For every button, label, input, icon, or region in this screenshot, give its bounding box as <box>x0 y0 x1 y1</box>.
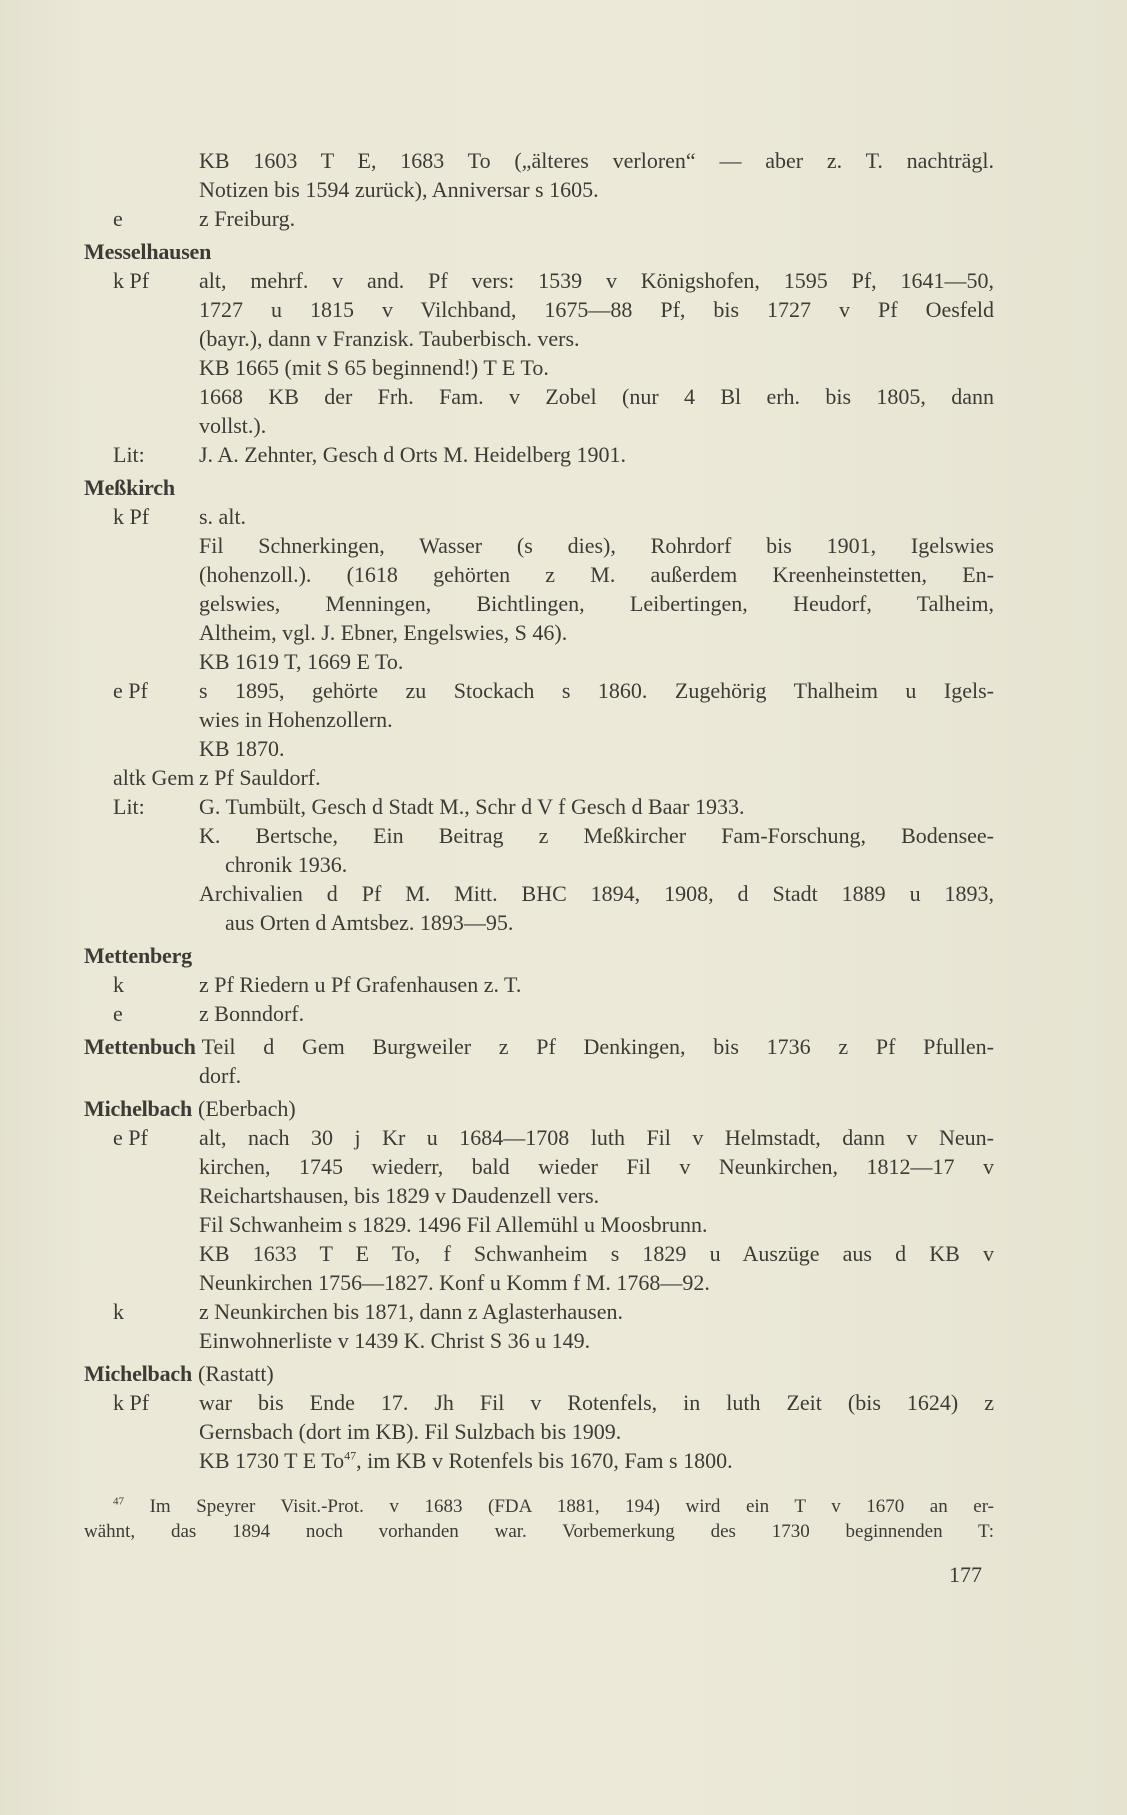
entry-text-part: KB 1730 T E To <box>199 1448 345 1473</box>
entry-label: e <box>113 1001 123 1026</box>
entry-label: e <box>113 206 123 231</box>
entry-text <box>199 295 994 324</box>
entry-text <box>199 1326 994 1355</box>
entry-text-part: dorf. <box>199 1063 242 1088</box>
entry-line <box>84 502 994 531</box>
entry-line <box>84 1152 994 1181</box>
entry-text <box>199 502 994 531</box>
entry-line <box>84 1210 994 1239</box>
entry-line <box>84 324 994 353</box>
entry-label: k <box>113 972 124 997</box>
entry-line <box>84 1297 994 1326</box>
entry-text <box>199 879 994 908</box>
entry-text <box>225 850 994 879</box>
entry-text <box>199 146 994 175</box>
place-name: Messelhausen <box>84 239 212 264</box>
entry-text-part: Gernsbach (dort im KB). Fil Sulzbach bis 1909. <box>199 1419 622 1444</box>
entry-text <box>199 1297 994 1326</box>
entry-text <box>199 440 994 469</box>
entry-line <box>84 734 994 763</box>
entry-text-part: KB 1619 T, 1669 E To. <box>199 649 404 674</box>
entry-text <box>199 821 994 850</box>
entry-text-part: chronik 1936. <box>225 852 348 877</box>
entry-text <box>199 1123 994 1152</box>
place-name: Michelbach <box>84 1361 192 1386</box>
entry-text <box>199 999 994 1028</box>
entry-text <box>199 1268 994 1297</box>
entry-line <box>84 792 994 821</box>
entry-text-part: Archivalien d Pf M. Mitt. BHC 1894, 1908, d Stadt 1889 u 1893, <box>199 881 994 906</box>
place-note: (Eberbach) <box>198 1096 296 1121</box>
entry-text-part: KB 1603 T E, 1683 To („älteres verloren“ — aber z. T. nachträgl. <box>199 148 994 173</box>
entry-line <box>84 1417 994 1446</box>
entry-line <box>84 146 994 175</box>
entry-text <box>199 531 994 560</box>
entry-line <box>84 175 994 204</box>
entry-line <box>84 647 994 676</box>
entry-text-part: gelswies, Menningen, Bichtlingen, Leibertingen, Heudorf, Talheim, <box>199 591 994 616</box>
entry-text-part: J. A. Zehnter, Gesch d Orts M. Heidelberg 1901. <box>199 442 627 467</box>
entry-text <box>199 204 994 233</box>
entry-text <box>199 1239 994 1268</box>
entry-text-part: (bayr.), dann v Franzisk. Tauberbisch. vers. <box>199 326 580 351</box>
entry-text-part: alt, mehrf. v and. Pf vers: 1539 v Königshofen, 1595 Pf, 1641—50, <box>199 268 994 293</box>
entry-text-part: Altheim, vgl. J. Ebner, Engelswies, S 46). <box>199 620 568 645</box>
entry-line <box>84 1388 994 1417</box>
entry-label: e Pf <box>113 1125 148 1150</box>
place-note: Teil d Gem Burgweiler z Pf Denkingen, bis 1736 z Pf Pfullen- <box>201 1034 994 1059</box>
entry-label: Lit: <box>113 794 145 819</box>
entry-heading <box>84 1032 994 1061</box>
entry-heading <box>84 1094 994 1123</box>
entry-text <box>199 1181 994 1210</box>
entry-text <box>225 908 994 937</box>
entry-text-part: z Pf Riedern u Pf Grafenhausen z. T. <box>199 972 522 997</box>
entry-label: k Pf <box>113 268 150 293</box>
entry-text <box>199 705 994 734</box>
entry-line <box>84 1061 994 1090</box>
entry-text-part: KB 1665 (mit S 65 beginnend!) T E To. <box>199 355 549 380</box>
entry-line <box>84 266 994 295</box>
entry-line <box>84 1326 994 1355</box>
footnote-text: Im Speyrer Visit.-Prot. v 1683 (FDA 1881, 194) wird ein T v 1670 an er- <box>149 1496 995 1517</box>
entry-line <box>84 411 994 440</box>
entry-text <box>199 792 994 821</box>
entry-text-part: z Pf Sauldorf. <box>199 765 321 790</box>
place-name: Mettenberg <box>84 943 192 968</box>
entry-label: e Pf <box>113 678 148 703</box>
entry-text-part: z Neunkirchen bis 1871, dann z Aglasterhausen. <box>199 1299 623 1324</box>
entry-text <box>199 763 994 792</box>
entry-text <box>199 1417 994 1446</box>
entry-text <box>199 175 994 204</box>
entry-text-part: Neunkirchen 1756—1827. Konf u Komm f M. 1768—92. <box>199 1270 710 1295</box>
entry-text-part: wies in Hohenzollern. <box>199 707 393 732</box>
entry-text <box>199 1152 994 1181</box>
footnote-reference: 47 <box>344 1448 357 1463</box>
page-number: 177 <box>949 1562 982 1587</box>
entry-text-part: Fil Schnerkingen, Wasser (s dies), Rohrdorf bis 1901, Igelswies <box>199 533 994 558</box>
entry-line <box>84 440 994 469</box>
entry-text <box>199 382 994 411</box>
entry-text-part: war bis Ende 17. Jh Fil v Rotenfels, in luth Zeit (bis 1624) z <box>199 1390 994 1415</box>
entry-text <box>199 324 994 353</box>
entry-text-part: (hohenzoll.). (1618 gehörten z M. außerdem Kreenheinstetten, En- <box>199 562 994 587</box>
entry-line <box>84 382 994 411</box>
entry-line <box>84 821 994 850</box>
entry-label: k Pf <box>113 1390 150 1415</box>
entry-line <box>84 970 994 999</box>
entry-text-part: KB 1870. <box>199 736 285 761</box>
entry-line <box>84 560 994 589</box>
entry-text <box>199 1388 994 1417</box>
entry-text-part: Reichartshausen, bis 1829 v Daudenzell vers. <box>199 1183 600 1208</box>
entry-line <box>84 879 994 908</box>
place-name: Mettenbuch <box>84 1034 196 1059</box>
entry-line <box>84 908 994 937</box>
entry-line <box>84 850 994 879</box>
entry-text-part: Fil Schwanheim s 1829. 1496 Fil Allemühl u Moosbrunn. <box>199 1212 708 1237</box>
entry-text <box>199 1061 994 1090</box>
entry-line <box>84 589 994 618</box>
footnote-text: wähnt, das 1894 noch vorhanden war. Vorbemerkung des 1730 beginnenden T: <box>84 1521 994 1542</box>
entry-heading <box>84 941 994 970</box>
place-note: (Rastatt) <box>198 1361 274 1386</box>
entry-line <box>84 1239 994 1268</box>
entry-text <box>199 411 994 440</box>
entry-line <box>84 999 994 1028</box>
entry-line <box>84 618 994 647</box>
footnote <box>84 1494 994 1544</box>
footnote-line <box>84 1519 994 1544</box>
entry-text <box>199 676 994 705</box>
entry-text <box>199 618 994 647</box>
entry-text-part: , im KB v Rotenfels bis 1670, Fam s 1800. <box>356 1448 733 1473</box>
entry-text <box>199 1210 994 1239</box>
entry-text <box>199 266 994 295</box>
footnote-line <box>84 1494 994 1519</box>
entry-line <box>84 763 994 792</box>
entry-line <box>84 676 994 705</box>
entry-text-part: Notizen bis 1594 zurück), Anniversar s 1605. <box>199 177 599 202</box>
entry-text-part: z Bonndorf. <box>199 1001 305 1026</box>
entry-line <box>84 705 994 734</box>
entry-text <box>199 353 994 382</box>
entry-text-part: 1668 KB der Frh. Fam. v Zobel (nur 4 Bl erh. bis 1805, dann <box>199 384 994 409</box>
entry-text <box>199 560 994 589</box>
entry-text <box>199 970 994 999</box>
footnote-marker: 47 <box>113 1495 124 1508</box>
entry-label: altk Gem <box>113 765 195 790</box>
place-name: Michelbach <box>84 1096 192 1121</box>
entry-line <box>84 1123 994 1152</box>
entry-text <box>199 1446 994 1475</box>
entry-label: k Pf <box>113 504 150 529</box>
entry-text-part: KB 1633 T E To, f Schwanheim s 1829 u Auszüge aus d KB v <box>199 1241 994 1266</box>
entry-text-part: K. Bertsche, Ein Beitrag z Meßkircher Fam-Forschung, Bodensee- <box>199 823 994 848</box>
entry-text-part: alt, nach 30 j Kr u 1684—1708 luth Fil v Helmstadt, dann v Neun- <box>199 1125 994 1150</box>
entry-text-part: kirchen, 1745 wiederr, bald wieder Fil v Neunkirchen, 1812—17 v <box>199 1154 994 1179</box>
entry-text-part: z Freiburg. <box>199 206 296 231</box>
entry-heading <box>84 473 994 502</box>
entry-heading <box>84 1359 994 1388</box>
entry-text-part: G. Tumbült, Gesch d Stadt M., Schr d V f Gesch d Baar 1933. <box>199 794 745 819</box>
entry-line <box>84 295 994 324</box>
entry-line <box>84 204 994 233</box>
entry-line <box>84 1181 994 1210</box>
entry-text <box>199 647 994 676</box>
entry-line <box>84 1446 994 1475</box>
directory-entries <box>84 146 994 1475</box>
entry-text-part: 1727 u 1815 v Vilchband, 1675—88 Pf, bis 1727 v Pf Oesfeld <box>199 297 994 322</box>
entry-line <box>84 531 994 560</box>
entry-line <box>84 353 994 382</box>
entry-line <box>84 1268 994 1297</box>
place-name: Meßkirch <box>84 475 175 500</box>
entry-text-part: aus Orten d Amtsbez. 1893—95. <box>225 910 514 935</box>
entry-label: Lit: <box>113 442 145 467</box>
entry-text <box>199 734 994 763</box>
entry-label: k <box>113 1299 124 1324</box>
entry-text-part: s 1895, gehörte zu Stockach s 1860. Zugehörig Thalheim u Igels- <box>199 678 994 703</box>
entry-text-part: Einwohnerliste v 1439 K. Christ S 36 u 149. <box>199 1328 591 1353</box>
entry-heading-line <box>84 1032 994 1061</box>
entry-text-part: vollst.). <box>199 413 267 438</box>
entry-text-part: s. alt. <box>199 504 247 529</box>
entry-text <box>199 589 994 618</box>
entry-heading <box>84 237 994 266</box>
